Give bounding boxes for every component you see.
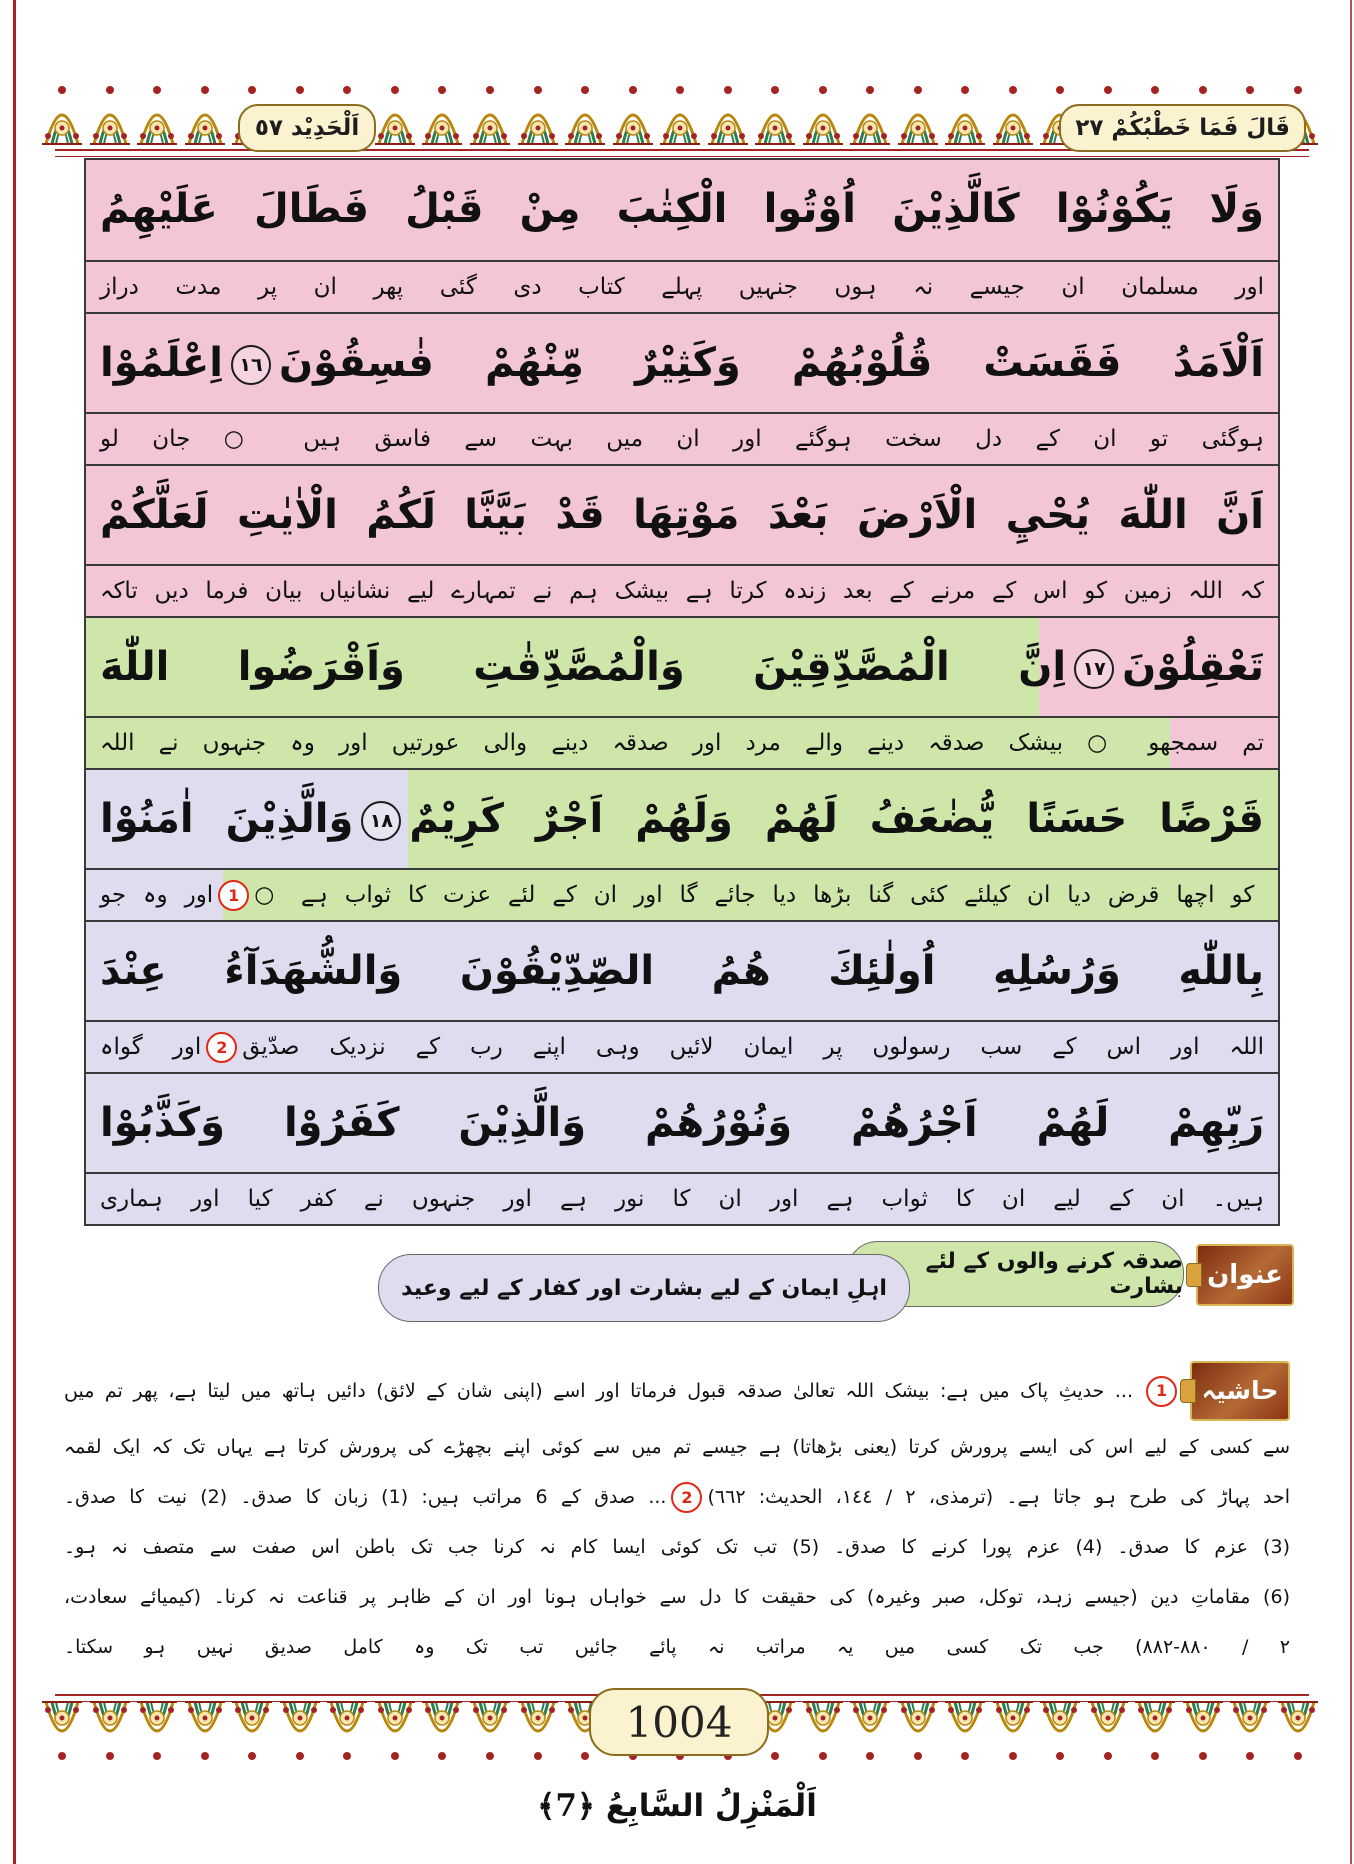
footnote-line-4 <box>64 1522 1290 1572</box>
ornament-motif-icon <box>1276 1700 1320 1764</box>
urdu-translation-text: ہیں۔ ان کے لیے ان کا ثواب ہے اور ان کا نور ہے اور جنہوں نے کفر کیا اور ہماری <box>100 1186 1264 1212</box>
arabic-verse-text: اَلْاَمَدُ فَقَسَتْ قُلُوْبُهُمْ وَكَثِيْرٌ مِّنْهُمْ فٰسِقُوْنَ <box>278 340 1264 386</box>
ornament-motif-icon <box>40 1700 84 1764</box>
urdu-translation-text: تم سمجھو ○ <box>1087 730 1264 756</box>
quran-text-block <box>84 158 1280 1226</box>
ornament-motif-icon <box>516 1700 560 1764</box>
topic-oval-purple <box>378 1254 910 1322</box>
hashiya-label <box>1190 1361 1290 1421</box>
arabic-verse-text: قَرْضًا حَسَنًا يُّضٰعَفُ لَهُمْ وَلَهُمْ اَجْرٌ كَرِيْمٌ <box>409 796 1264 842</box>
ornament-motif-icon <box>848 82 892 146</box>
arabic-verse-text: رَبِّهِمْ لَهُمْ اَجْرُهُمْ وَنُوْرُهُمْ وَالَّذِيْنَ كَفَرُوْا وَكَذَّبُوْا <box>100 1100 1264 1146</box>
ornament-motif-icon <box>943 82 987 146</box>
ornament-motif-icon <box>40 82 84 146</box>
arabic-verse-row-6 <box>86 920 1278 1020</box>
footnote-line-1 <box>64 1360 1290 1422</box>
arabic-verse-row-4 <box>86 616 1278 716</box>
footnote-number-1: 1 <box>1146 1376 1177 1407</box>
arabic-verse-text: تَعْقِلُوْنَ <box>1122 644 1264 690</box>
ornament-motif-icon <box>420 1700 464 1764</box>
ornament-motif-icon <box>183 1700 227 1764</box>
ornament-motif-icon <box>373 82 417 146</box>
surah-name-cartouche <box>238 104 376 152</box>
footnote-line-2 <box>64 1422 1290 1472</box>
arabic-verse-row-7 <box>86 1072 1278 1172</box>
ornament-motif-icon <box>848 1700 892 1764</box>
urdu-translation-text: اللہ اور اس کے سب رسولوں پر ایمان لائیں وہی اپنے رب کے نزدیک صدّیق <box>242 1034 1264 1060</box>
arabic-verse-text: اَنَّ اللّٰهَ يُحْيِ الْاَرْضَ بَعْدَ مَوْتِهَا قَدْ بَيَّنَّا لَكُمُ الْاٰيٰتِ لَعَلَّكُمْ <box>100 492 1264 538</box>
footnote-line-6 <box>64 1622 1290 1672</box>
arabic-verse-row-1 <box>86 160 1278 260</box>
ornament-motif-icon <box>135 82 179 146</box>
footnote-text: احد پہاڑ کی طرح ہو جاتا ہے۔ (ترمذی، ٢ / ١٤٤، الحدیث: ٦٦٢) <box>707 1486 1290 1508</box>
ornament-motif-icon <box>896 1700 940 1764</box>
urdu-translation-row-6 <box>86 1020 1278 1072</box>
ornament-motif-icon <box>135 1700 179 1764</box>
ornament-motif-icon <box>183 82 227 146</box>
ornament-motif-icon <box>991 1700 1035 1764</box>
urdu-translation-row-3 <box>86 564 1278 616</box>
footnote-line-3 <box>64 1472 1290 1522</box>
arabic-verse-text: وَلَا يَكُوْنُوْا كَالَّذِيْنَ اُوْتُوا الْكِتٰبَ مِنْ قَبْلُ فَطَالَ عَلَيْهِمُ <box>100 186 1264 232</box>
verse-number-badge-18: ١٨ <box>361 801 401 841</box>
page-number: 1004 <box>625 1697 733 1747</box>
urdu-translation-text: ہوگئی تو ان کے دل سخت ہوگئے اور ان میں بہت سے فاسق ہیں ○ جان لو <box>100 426 1264 452</box>
page-edge-line-left <box>13 0 16 1864</box>
unwan-label-text: عنوان <box>1207 1260 1283 1290</box>
ornament-motif-icon <box>516 82 560 146</box>
hashiya-label-text: حاشیہ <box>1201 1376 1279 1405</box>
ornament-motif-icon <box>278 1700 322 1764</box>
ornament-motif-icon <box>468 1700 512 1764</box>
ornament-motif-icon <box>1181 1700 1225 1764</box>
manzil-number: ﴿7﴾ <box>537 1788 596 1824</box>
ornament-motif-icon <box>468 82 512 146</box>
footnote-marker-2: 2 <box>206 1032 237 1063</box>
ornament-motif-icon <box>801 82 845 146</box>
ornament-motif-icon <box>88 1700 132 1764</box>
urdu-translation-text: کو اچھا قرض دیا ان کیلئے کئی گنا بڑھا دیا جائے گا اور ان کے لئے عزت کا ثواب ہے ○ <box>254 882 1255 908</box>
top-ornament-band <box>40 76 1320 146</box>
surah-name: اَلْحَدِيْد ٥٧ <box>254 115 360 141</box>
ornament-motif-icon <box>1038 1700 1082 1764</box>
urdu-translation-row-5 <box>86 868 1278 920</box>
ornament-motif-icon <box>991 82 1035 146</box>
unwan-label <box>1196 1244 1294 1306</box>
unwan-ornament-icon <box>1186 1263 1202 1287</box>
ornament-motif-icon <box>896 82 940 146</box>
urdu-translation-row-4 <box>86 716 1278 768</box>
urdu-translation-text: بیشک صدقہ دینے والے مرد اور صدقہ دینے والی عورتیں اور وہ جنہوں نے اللہ <box>100 730 1063 756</box>
footnote-line-5 <box>64 1572 1290 1622</box>
urdu-translation-text: کہ اللہ زمین کو اس کے مرنے کے بعد زندہ کرتا ہے بیشک ہم نے تمہارے لیے نشانیاں بیان فرما دیں تاکہ <box>100 578 1264 604</box>
ornament-motif-icon <box>943 1700 987 1764</box>
footnote-marker-1: 1 <box>218 880 249 911</box>
arabic-verse-text: بِاللّٰهِ وَرُسُلِهِ اُولٰئِكَ هُمُ الصِّدِّيْقُوْنَ وَالشُّهَدَآءُ عِنْدَ <box>100 948 1264 994</box>
page-edge-line-right <box>1350 0 1352 1864</box>
urdu-translation-row-1 <box>86 260 1278 312</box>
ornament-motif-icon <box>563 82 607 146</box>
ornament-motif-icon <box>1133 1700 1177 1764</box>
arabic-verse-text: اِنَّ الْمُصَّدِّقِيْنَ وَالْمُصَّدِّقٰتِ وَاَقْرَضُوا اللّٰهَ <box>100 644 1067 690</box>
ornament-motif-icon <box>325 1700 369 1764</box>
ornament-motif-icon <box>706 82 750 146</box>
manzil-title <box>0 1788 1354 1824</box>
urdu-translation-row-2 <box>86 412 1278 464</box>
verse-number-badge-17: ١٧ <box>1074 649 1114 689</box>
footnote-text: (6) مقاماتِ دین (جیسے زہد، توکل، صبر وغیرہ) کی حقیقت کا دل سے خواہاں ہونا اور ان کے ظاہر پر قناعت نہ کرنا۔ (کیمیائے سعادت، <box>64 1586 1290 1608</box>
hashiya-ornament-icon <box>1180 1379 1196 1403</box>
footnotes-section <box>64 1360 1290 1672</box>
footnote-text: ... حدیثِ پاک میں ہے: بیشک اللہ تعالیٰ صدقہ قبول فرماتا اور اسے (اپنی شان کے لائق) دائیں ہاتھ میں لیتا ہے، پھر تم میں <box>64 1380 1133 1402</box>
juz-name-cartouche <box>1059 104 1306 152</box>
ornament-motif-icon <box>801 1700 845 1764</box>
urdu-translation-row-7 <box>86 1172 1278 1224</box>
ornament-motif-icon <box>1086 1700 1130 1764</box>
arabic-verse-row-3 <box>86 464 1278 564</box>
verse-number-badge-16: ١٦ <box>231 345 271 385</box>
juz-name: قَالَ فَمَا خَطْبُكُمْ ٢٧ <box>1075 115 1290 141</box>
ornament-motif-icon <box>420 82 464 146</box>
urdu-translation-text: اور وہ جو <box>100 882 214 908</box>
ornament-motif-icon <box>230 1700 274 1764</box>
ornament-motif-icon <box>658 82 702 146</box>
ornament-motif-icon <box>373 1700 417 1764</box>
manzil-text: اَلْمَنْزِلُ السَّابِعُ <box>605 1788 817 1824</box>
page-number-cartouche <box>589 1688 769 1756</box>
arabic-verse-row-5 <box>86 768 1278 868</box>
ornament-motif-icon <box>753 82 797 146</box>
footnote-number-2: 2 <box>671 1482 702 1513</box>
footnote-text: سے کسی کے لیے اس کی ایسے پرورش کرتا (یعنی بڑھاتا) ہے جیسے تم میں سے کوئی اپنے بچھڑے کی پرورش کرتا ہے یہاں تک کہ ایک لقمہ <box>64 1436 1290 1458</box>
footnote-text: (3) عزم کا صدق۔ (4) عزم پورا کرنے کا صدق۔ (5) تب تک کوئی ایسا کام نہ کرنا جب تک باطن اس صفت سے متصف نہ ہو۔ <box>64 1536 1290 1558</box>
arabic-verse-row-2 <box>86 312 1278 412</box>
footnote-text: ٢ / ٨٨٠-٨٨٢) جب تک کسی میں یہ مراتب نہ پائے جائیں تب تک وہ کامل صدیق نہیں ہو سکتا۔ <box>64 1636 1290 1658</box>
ornament-motif-icon <box>88 82 132 146</box>
topic-text: صدقہ کرنے والوں کے لئے بشارت <box>925 1249 1183 1299</box>
ornament-motif-icon <box>1228 1700 1272 1764</box>
arabic-verse-text: وَالَّذِيْنَ اٰمَنُوْا <box>100 796 354 842</box>
arabic-verse-text: اِعْلَمُوْا <box>100 340 223 386</box>
urdu-translation-text: اور گواہ <box>100 1034 202 1060</box>
topic-text: اہلِ ایمان کے لیے بشارت اور کفار کے لیے وعید <box>401 1275 887 1301</box>
ornament-motif-icon <box>611 82 655 146</box>
urdu-translation-text: اور مسلمان ان جیسے نہ ہوں جنہیں پہلے کتاب دی گئی پھر ان پر مدت دراز <box>100 274 1264 300</box>
footnote-text: ... صدق کے 6 مراتب ہیں: (1) زبان کا صدق۔ (2) نیت کا صدق۔ <box>64 1486 667 1508</box>
